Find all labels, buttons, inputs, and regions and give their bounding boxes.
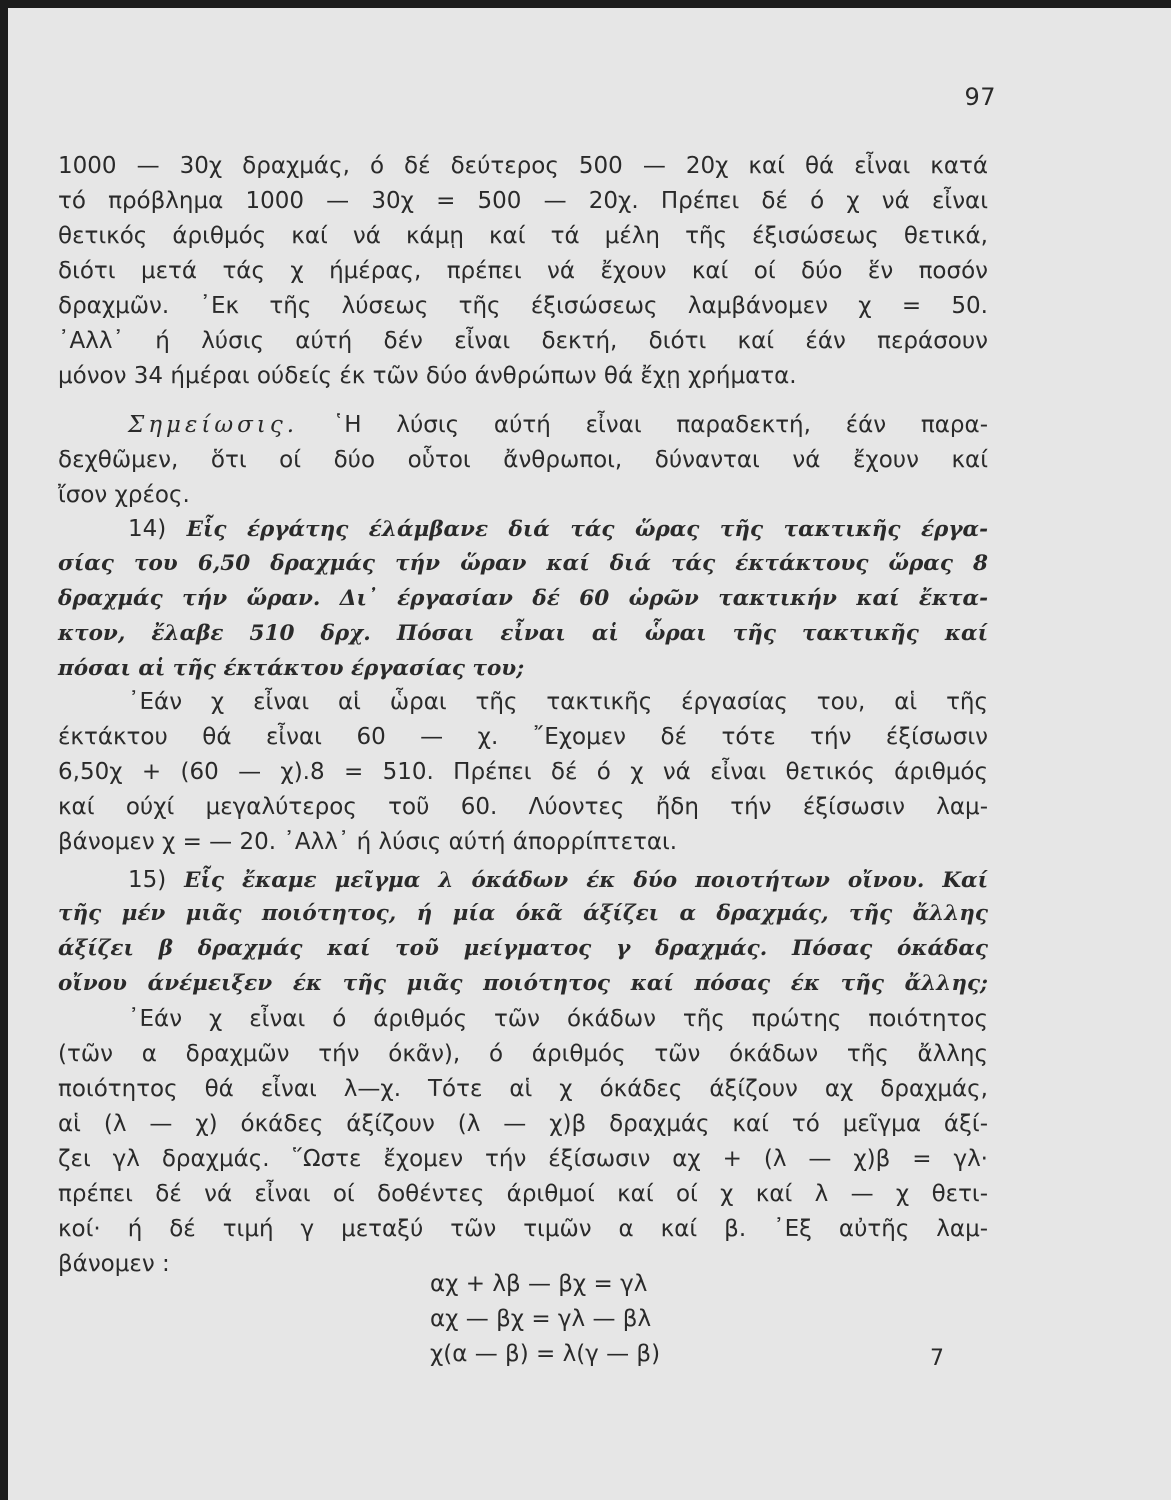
problem-14-text: Εἷς έργάτης έλάμβανε διά τάς ὥρας τῆς τακτικῆς έργα- [186,517,988,542]
remark-line: δεχθῶμεν, ὅτι οί δύο οὗτοι ἄνθρωποι, δύνανται νά ἔχουν καί [58,447,988,473]
text-line: τό πρόβλημα 1000 — 30χ = 500 — 20χ. Πρέπει δέ ό χ νά εἶναι [58,188,988,214]
text-line: διότι μετά τάς χ ήμέρας, πρέπει νά ἔχουν καί οί δύο ἕν ποσόν [58,258,988,284]
solution-15-line: πρέπει δέ νά εἶναι οί δοθέντες άριθμοί καί οί χ καί λ — χ θετι- [58,1181,988,1207]
problem-15-line: οἴνου άνέμειξεν έκ τῆς μιᾶς ποιότητος καί πόσας έκ τῆς ἄλλης; [58,971,988,996]
solution-15-line: βάνομεν : [58,1251,170,1277]
problem-15-line: άξίζει β δραχμάς καί τοῦ μείγματος γ δραχμάς. Πόσας όκάδας [58,936,988,961]
solution-14-line: ᾿Εάν χ εἶναι αἱ ὧραι τῆς τακτικῆς έργασίας του, αἱ τῆς [128,689,988,715]
solution-15-line: αἱ (λ — χ) όκάδες άξίζουν (λ — χ)β δραχμάς καί τό μεῖγμα άξί- [58,1111,988,1137]
remark-line [128,408,988,442]
problem-14-line: κτον, ἔλαβε 510 δρχ. Πόσαι εἶναι αἱ ὧραι τῆς τακτικῆς καί [58,621,988,646]
problem-14-line: σίας του 6,50 δραχμάς τήν ὥραν καί διά τάς έκτάκτους ὥρας 8 [58,551,988,576]
equation-line: χ(α — β) = λ(γ — β) [430,1341,661,1367]
text-line: μόνον 34 ήμέραι ούδείς έκ τῶν δύο άνθρώπων θά ἔχῃ χρήματα. [58,363,797,389]
solution-15-line: ᾿Εάν χ εἶναι ό άριθμός τῶν όκάδων τῆς πρώτης ποιότητος [128,1006,988,1032]
problem-14-number: 14) [128,516,167,542]
signature-mark: 7 [930,1346,944,1371]
remark-text: ῾Η λύσις αύτή εἶναι παραδεκτή, έάν παρα- [332,412,988,438]
text-line: ᾿Αλλ᾿ ή λύσις αύτή δέν εἶναι δεκτή, διότι καί έάν περάσουν [58,328,988,354]
problem-14-line: δραχμάς τήν ὥραν. Δι᾿ έργασίαν δέ 60 ὡρῶν τακτικήν καί ἔκτα- [58,586,988,611]
problem-14-line [128,512,988,546]
solution-15-line: ζει γλ δραχμάς. ῞Ωστε ἔχομεν τήν έξίσωσιν αχ + (λ — χ)β = γλ· [58,1146,988,1172]
page-number: 97 [964,83,996,111]
book-page [8,8,1171,1500]
remark-label: Σημείωσις. [128,412,299,438]
solution-14-line: έκτάκτου θά εἶναι 60 — χ. ῎Εχομεν δέ τότε τήν έξίσωσιν [58,724,988,750]
solution-14-line: βάνομεν χ = — 20. ᾿Αλλ᾿ ή λύσις αύτή άπορρίπτεται. [58,829,678,855]
solution-15-line: κοί· ή δέ τιμή γ μεταξύ τῶν τιμῶν α καί β. ᾿Εξ αὐτῆς λαμ- [58,1216,988,1242]
problem-15-line [128,863,988,897]
text-line: δραχμῶν. ᾿Εκ τῆς λύσεως τῆς έξισώσεως λαμβάνομεν χ = 50. [58,293,988,319]
remark-line: ἴσον χρέος. [58,482,190,508]
equation-line: αχ + λβ — βχ = γλ [430,1271,648,1297]
problem-14-line: πόσαι αἱ τῆς έκτάκτου έργασίας του; [58,656,525,681]
problem-15-text: Εἷς ἔκαμε μεῖγμα λ όκάδων έκ δύο ποιοτήτων οἴνου. Καί [184,868,989,893]
solution-15-line: ποιότητος θά εἶναι λ—χ. Τότε αἱ χ όκάδες άξίζουν αχ δραχμάς, [58,1076,988,1102]
problem-15-number: 15) [128,867,167,893]
solution-14-line: 6,50χ + (60 — χ).8 = 510. Πρέπει δέ ό χ νά εἶναι θετικός άριθμός [58,759,988,785]
solution-15-line: (τῶν α δραχμῶν τήν όκᾶν), ό άριθμός τῶν όκάδων τῆς ἄλλης [58,1041,988,1067]
text-line: θετικός άριθμός καί νά κάμῃ καί τά μέλη τῆς έξισώσεως θετικά, [58,223,988,249]
solution-14-line: καί ούχί μεγαλύτερος τοῦ 60. Λύοντες ἤδη τήν έξίσωσιν λαμ- [58,794,988,820]
text-line: 1000 — 30χ δραχμάς, ό δέ δεύτερος 500 — 20χ καί θά εἶναι κατά [58,153,988,179]
equation-line: αχ — βχ = γλ — βλ [430,1306,652,1332]
problem-15-line: τῆς μέν μιᾶς ποιότητος, ή μία όκᾶ άξίζει α δραχμάς, τῆς ἄλλης [58,901,988,926]
